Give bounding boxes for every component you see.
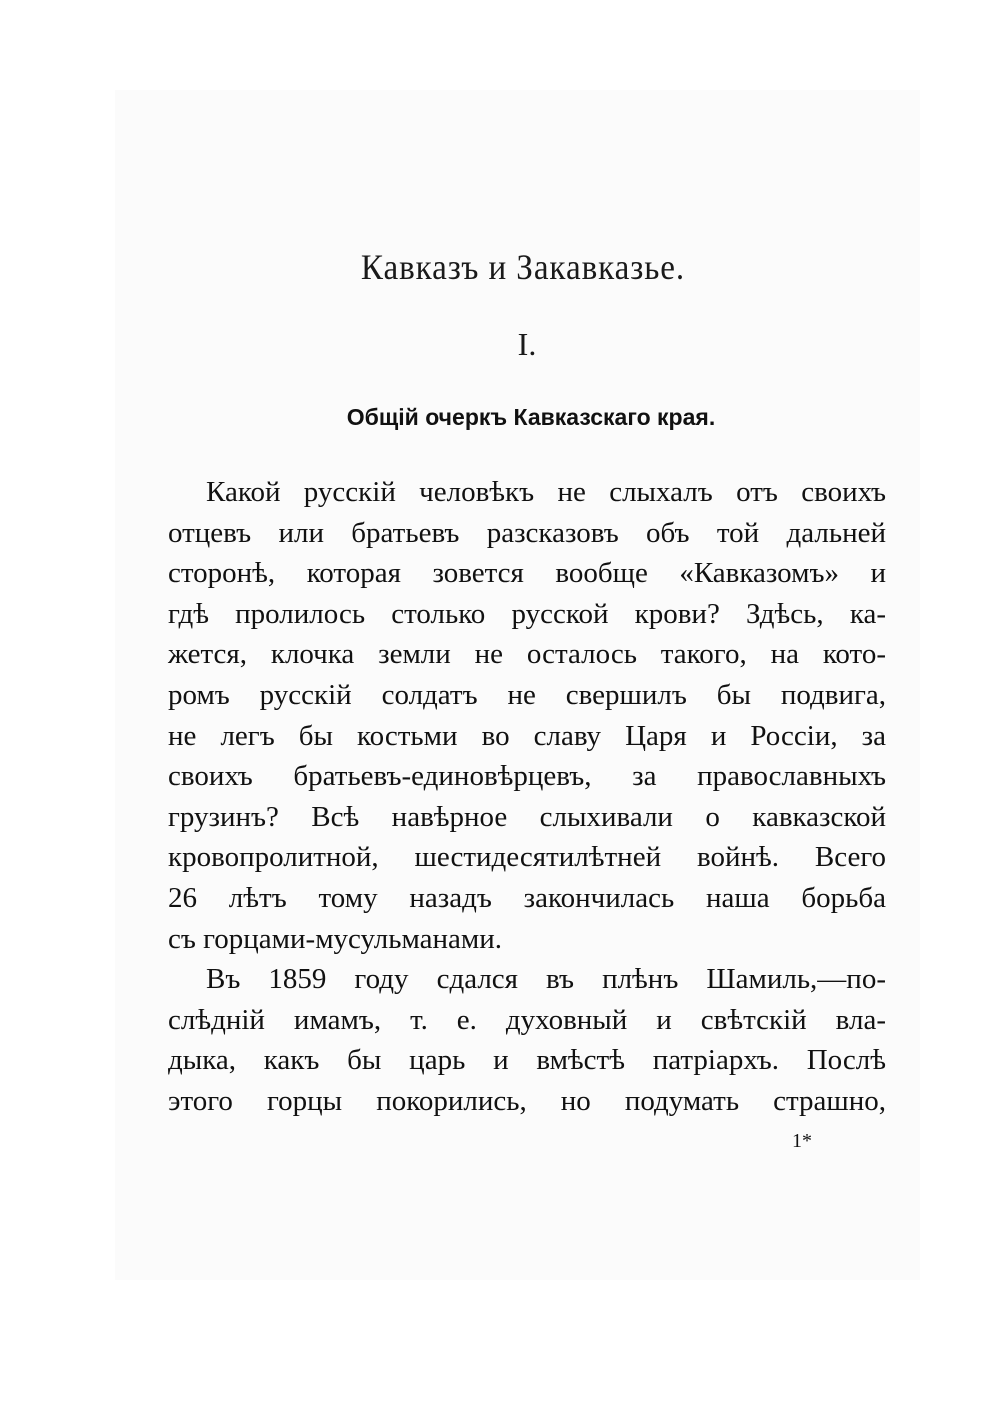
text-line: ромъ русскій солдатъ не свершилъ бы подвига,	[168, 678, 886, 711]
text-line: гдѣ пролилось столько русской крови? Здѣсь, ка-	[168, 597, 886, 630]
text-line: кровопролитной, шестидесятилѣтней войнѣ. Всего	[168, 841, 886, 874]
text-line: отцевъ или братьевъ разсказовъ объ той дальней	[168, 516, 886, 549]
text-line: сторонѣ, которая зовется вообще «Кавказомъ» и	[168, 557, 886, 590]
body-text	[168, 472, 886, 1122]
text-line: съ горцами-мусульманами.	[168, 922, 503, 955]
paragraph	[168, 472, 886, 959]
text-line: своихъ братьевъ-единовѣрцевъ, за православныхъ	[168, 760, 886, 793]
text-line: Какой русскій человѣкъ не слыхалъ отъ своихъ	[206, 476, 886, 508]
chapter-number: I.	[517, 326, 537, 362]
text-line: грузинъ? Всѣ навѣрное слыхивали о кавказской	[168, 800, 886, 833]
text-line: Въ 1859 году сдался въ плѣнъ Шамиль,—по-	[206, 963, 886, 996]
section-heading: Общій очеркъ Кавказскаго края.	[346, 404, 716, 430]
text-line: не легъ бы костьми во славу Царя и Россіи, за	[168, 719, 886, 752]
paragraph	[168, 959, 886, 1121]
page-number: 1*	[792, 1130, 812, 1152]
page-title: Кавказъ и Закавказье.	[360, 247, 686, 287]
text-line: дыка, какъ бы царь и вмѣстѣ патріархъ. Послѣ	[168, 1044, 886, 1077]
text-line: этого горцы покорились, но подумать страшно,	[168, 1084, 886, 1117]
text-line: жется, клочка земли не осталось такого, на кото-	[168, 638, 886, 671]
text-line: слѣдній имамъ, т. е. духовный и свѣтскій вла-	[168, 1003, 886, 1036]
text-line: 26 лѣтъ тому назадъ закончилась наша борьба	[168, 881, 886, 914]
